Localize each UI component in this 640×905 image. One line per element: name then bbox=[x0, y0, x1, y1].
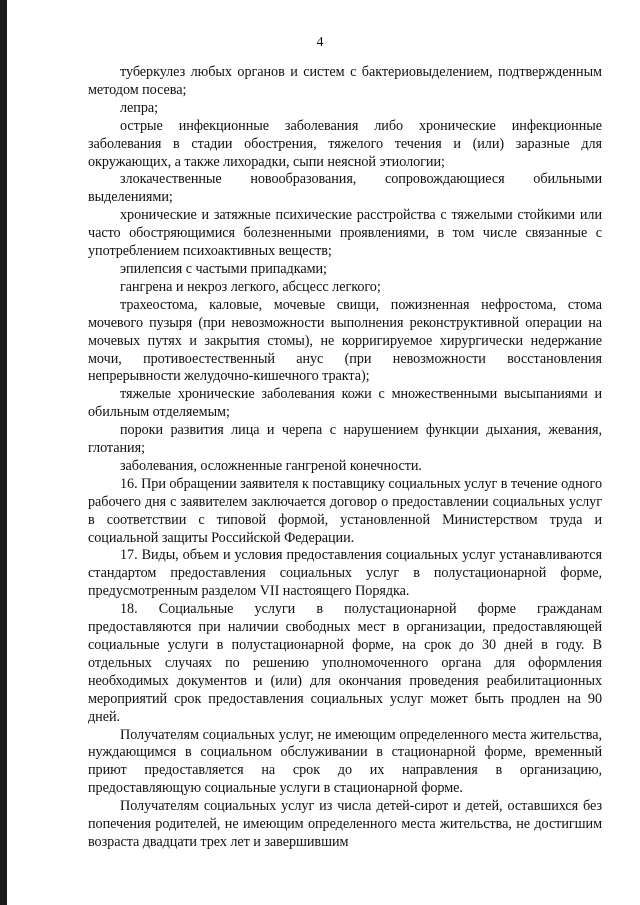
paragraph: лепра; bbox=[120, 99, 159, 116]
paragraph: Получателям социальных услуг, не имеющим определенного места жительства, нуждающимся в социальном обслуживании в стационарной форме, временный приют предоставляется на срок до их направления в организацию, предоставляющую социальные услуги в стационарной форме. bbox=[88, 726, 602, 797]
paragraph-item-18: 18. Социальные услуги в полустационарной форме гражданам предоставляются при наличии свободных мест в организации, предоставляющей социальные услуги в полустационарной форме, на срок до 30 дней в году. В отдельных случаях по решению уполномоченного органа для оформления необходимых документов и (или) для окончания проведения реабилитационных мероприятий срок предоставления социальных услуг может быть продлен на 90 дней. bbox=[88, 601, 602, 725]
page-number: 4 bbox=[316, 35, 324, 50]
paragraph: гангрена и некроз легкого, абсцесс легкого; bbox=[120, 278, 381, 295]
paragraph: Получателям социальных услуг из числа детей-сирот и детей, оставшихся без попечения родителей, не имеющим определенного места жительства, не достигшим возраста двадцати трех лет и завершившим bbox=[88, 798, 602, 850]
paragraph: заболевания, осложненные гангреной конечности. bbox=[120, 457, 422, 474]
paragraph: туберкулез любых органов и систем с бактериовыделением, подтвержденным методом посева; bbox=[88, 64, 602, 98]
document-body bbox=[88, 64, 602, 852]
paragraph: хронические и затяжные психические расстройства с тяжелыми стойкими или часто обостряющимися болезненными проявлениями, в том числе связанные с употреблением психоактивных веществ; bbox=[88, 207, 602, 260]
paragraph: острые инфекционные заболевания либо хронические инфекционные заболевания в стадии обострения, тяжелого течения и (или) заразные для окружающих, а также лихорадки, сыпи неясной этиологии; bbox=[88, 117, 602, 170]
paragraph: эпилепсия с частыми припадками; bbox=[120, 260, 327, 277]
paragraph: трахеостома, каловые, мочевые свищи, пожизненная нефростома, стома мочевого пузыря (при невозможности выполнения реконструктивной операции на мочевых путях и закрытия стомы), не корригируемое хирургически недержание мочи, противоестественный анус (при невозможности восстановления непрерывности желудочно-кишечного тракта); bbox=[88, 296, 602, 385]
paragraph-item-17: 17. Виды, объем и условия предоставления социальных услуг устанавливаются стандартом предоставления социальных услуг в полустационарной форме, предусмотренным разделом VII настоящего Порядка. bbox=[88, 547, 602, 600]
paragraph: пороки развития лица и черепа с нарушением функции дыхания, жевания, глотания; bbox=[88, 422, 602, 457]
scan-edge bbox=[0, 0, 7, 905]
paragraph-item-16: 16. При обращении заявителя к поставщику социальных услуг в течение одного рабочего дня с заявителем заключается договор о предоставлении социальных услуг в соответствии с типовой формой, установленной Министерством труда и социальной защиты Российской Федерации. bbox=[88, 475, 602, 546]
paragraph: тяжелые хронические заболевания кожи с множественными высыпаниями и обильным отделяемым; bbox=[88, 386, 602, 421]
paragraph: злокачественные новообразования, сопровождающиеся обильными выделениями; bbox=[88, 171, 602, 206]
